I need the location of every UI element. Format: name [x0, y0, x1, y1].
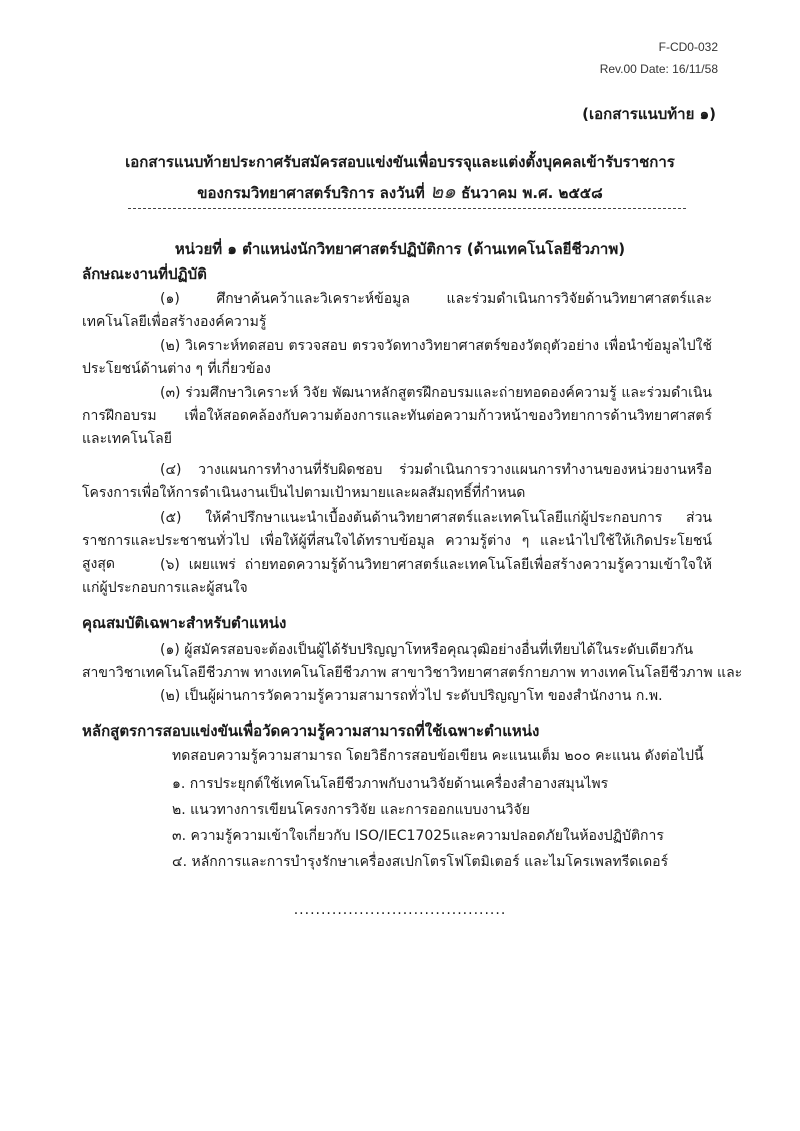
qualification-item-1-line1: (๑) ผู้สมัครสอบจะต้องเป็นผู้ได้รับปริญญาโทหรือคุณวุฒิอย่างอื่นที่เทียบได้ในระดับเดียวกัน [160, 642, 694, 658]
duties-heading: ลักษณะงานที่ปฏิบัติ [82, 265, 207, 283]
document-title-line1: เอกสารแนบท้ายประกาศรับสมัครสอบแข่งขันเพื่อบรรจุและแต่งตั้งบุคคลเข้ารับราชการ [125, 153, 675, 171]
duty-item-5: (๕) ให้คำปรึกษาแนะนำเบื้องต้นด้านวิทยาศาสตร์และเทคโนโลยีแก่ผู้ประกอบการ ส่วนราชการและประชาชนทั่วไป เพื่อให้ผู้ที่สนใจได้ทราบข้อมูล ความรู้ต่าง ๆ และนำไปใช้ให้เกิดประโยชน์สูงสุด [82, 510, 712, 572]
exam-topic-4: ๔. หลักการและการบำรุงรักษาเครื่องสเปกโตรโฟโตมิเตอร์ และไมโครเพลทรีดเดอร์ [172, 854, 669, 870]
handwritten-day: ๒๑ [430, 179, 456, 203]
title-date-suffix: ธันวาคม พ.ศ. ๒๕๕๘ [461, 184, 603, 202]
exam-topic-2: ๒. แนวทางการเขียนโครงการวิจัย และการออกแบบงานวิจัย [172, 802, 530, 818]
exam-topic-1: ๑. การประยุกต์ใช้เทคโนโลยีชีวภาพกับงานวิจัยด้านเครื่องสำอางสมุนไพร [172, 776, 609, 792]
dashed-divider [128, 208, 686, 209]
document-title-line2 [0, 175, 800, 207]
title-date-prefix: ของกรมวิทยาศาสตร์บริการ ลงวันที่ [197, 184, 425, 202]
form-code: F-CD0-032 [658, 40, 718, 54]
duty-item-1: (๑) ศึกษาค้นคว้าและวิเคราะห์ข้อมูล และร่วมดำเนินการวิจัยด้านวิทยาศาสตร์และเทคโนโลยีเพื่อสร้างองค์ความรู้ [82, 291, 712, 330]
duty-item-4: (๔) วางแผนการทำงานที่รับผิดชอบ ร่วมดำเนินการวางแผนการทำงานของหน่วยงานหรือโครงการเพื่อให้การดำเนินงานเป็นไปตามเป้าหมายและผลสัมฤทธิ์ที่กำหนด [82, 462, 712, 501]
form-header [600, 36, 718, 80]
qualifications-heading: คุณสมบัติเฉพาะสำหรับตำแหน่ง [82, 614, 287, 632]
qualification-item-1-line2: สาขาวิชาเทคโนโลยีชีวภาพ ทางเทคโนโลยีชีวภาพ สาขาวิชาวิทยาศาสตร์กายภาพ ทางเทคโนโลยีชีวภาพ และ [82, 665, 743, 681]
duty-item-3: (๓) ร่วมศึกษาวิเคราะห์ วิจัย พัฒนาหลักสูตรฝึกอบรมและถ่ายทอดองค์ความรู้ และร่วมดำเนินการฝึกอบรม เพื่อให้สอดคล้องกับความต้องการและทันต่อความก้าวหน้าของวิทยาการด้านวิทยาศาสตร์และเทคโนโลยี [82, 385, 712, 447]
qualification-item-2: (๒) เป็นผู้ผ่านการวัดความรู้ความสามารถทั่วไป ระดับปริญญาโท ของสำนักงาน ก.พ. [160, 688, 663, 704]
exam-topic-3: ๓. ความรู้ความเข้าใจเกี่ยวกับ ISO/IEC17025และความปลอดภัยในห้องปฏิบัติการ [172, 828, 664, 844]
duty-item-2: (๒) วิเคราะห์ทดสอบ ตรวจสอบ ตรวจวัดทางวิทยาศาสตร์ของวัตถุตัวอย่าง เพื่อนำข้อมูลไปใช้ประโยชน์ด้านต่าง ๆ ที่เกี่ยวข้อง [82, 338, 712, 377]
duty-item-6: (๖) เผยแพร่ ถ่ายทอดความรู้ด้านวิทยาศาสตร์และเทคโนโลยีเพื่อสร้างความรู้ความเข้าใจให้แก่ผู้ประกอบการและผู้สนใจ [82, 557, 712, 596]
attachment-label: (เอกสารแนบท้าย ๑) [582, 105, 716, 123]
end-dotted-line: ....................................... [293, 902, 507, 918]
unit-heading: หน่วยที่ ๑ ตำแหน่งนักวิทยาศาสตร์ปฏิบัติการ (ด้านเทคโนโลยีชีวภาพ) [174, 240, 626, 258]
exam-heading: หลักสูตรการสอบแข่งขันเพื่อวัดความรู้ความสามารถที่ใช้เฉพาะตำแหน่ง [82, 722, 540, 740]
revision-date: Rev.00 Date: 16/11/58 [599, 62, 718, 76]
exam-intro: ทดสอบความรู้ความสามารถ โดยวิธีการสอบข้อเขียน คะแนนเต็ม ๒๐๐ คะแนน ดังต่อไปนี้ [172, 748, 704, 764]
